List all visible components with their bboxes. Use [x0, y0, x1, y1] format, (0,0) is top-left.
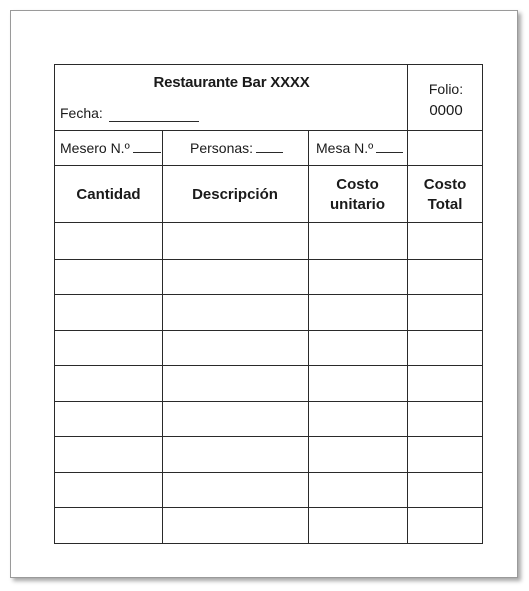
table-row-separator — [55, 259, 482, 260]
personas-label: Personas: — [190, 140, 254, 156]
order-form — [54, 64, 483, 543]
fecha-label: Fecha: — [60, 105, 103, 121]
header-costo-total — [407, 166, 483, 223]
table-row-separator — [55, 472, 482, 473]
personas-blank-line — [256, 152, 283, 153]
meta-divider-3 — [407, 130, 408, 165]
meta-divider-1 — [162, 130, 163, 165]
body-divider-1 — [162, 223, 163, 543]
restaurant-title: Restaurante Bar XXXX — [153, 74, 310, 91]
costo-total-line-1: Costo — [423, 175, 467, 193]
mesero-field — [60, 140, 161, 156]
receipt-sheet — [10, 10, 518, 578]
header-costo-unitario — [308, 166, 407, 223]
column-headers — [54, 166, 483, 223]
costo-unitario-line-1: Costo — [336, 175, 379, 193]
mesero-label: Mesero N.º — [60, 140, 130, 156]
costo-total-line-2: Total — [427, 195, 463, 213]
header-cantidad: Cantidad — [76, 185, 141, 203]
table-row-separator — [55, 365, 482, 366]
body-divider-3 — [407, 223, 408, 543]
personas-field — [190, 140, 283, 156]
table-row-separator — [55, 330, 482, 331]
header-descripcion: Descripción — [192, 185, 278, 203]
costo-unitario-line-2: unitario — [330, 195, 385, 213]
mesa-blank-line — [376, 152, 403, 153]
form-header — [54, 64, 483, 131]
fecha-blank-line — [109, 121, 199, 122]
table-row-separator — [55, 436, 482, 437]
meta-divider-2 — [308, 130, 309, 165]
mesa-label: Mesa N.º — [316, 140, 374, 156]
form-meta-row — [54, 130, 483, 166]
costo-total-text — [424, 175, 467, 215]
mesa-field — [316, 140, 403, 156]
table-row-separator — [55, 507, 482, 508]
folio-number: 0000 — [429, 102, 463, 119]
table-row-separator — [55, 401, 482, 402]
body-divider-2 — [308, 223, 309, 543]
mesero-blank-line — [133, 152, 161, 153]
item-rows — [54, 223, 483, 544]
folio-label: Folio: — [428, 81, 464, 97]
costo-unitario-text — [330, 175, 385, 215]
table-row-separator — [55, 294, 482, 295]
